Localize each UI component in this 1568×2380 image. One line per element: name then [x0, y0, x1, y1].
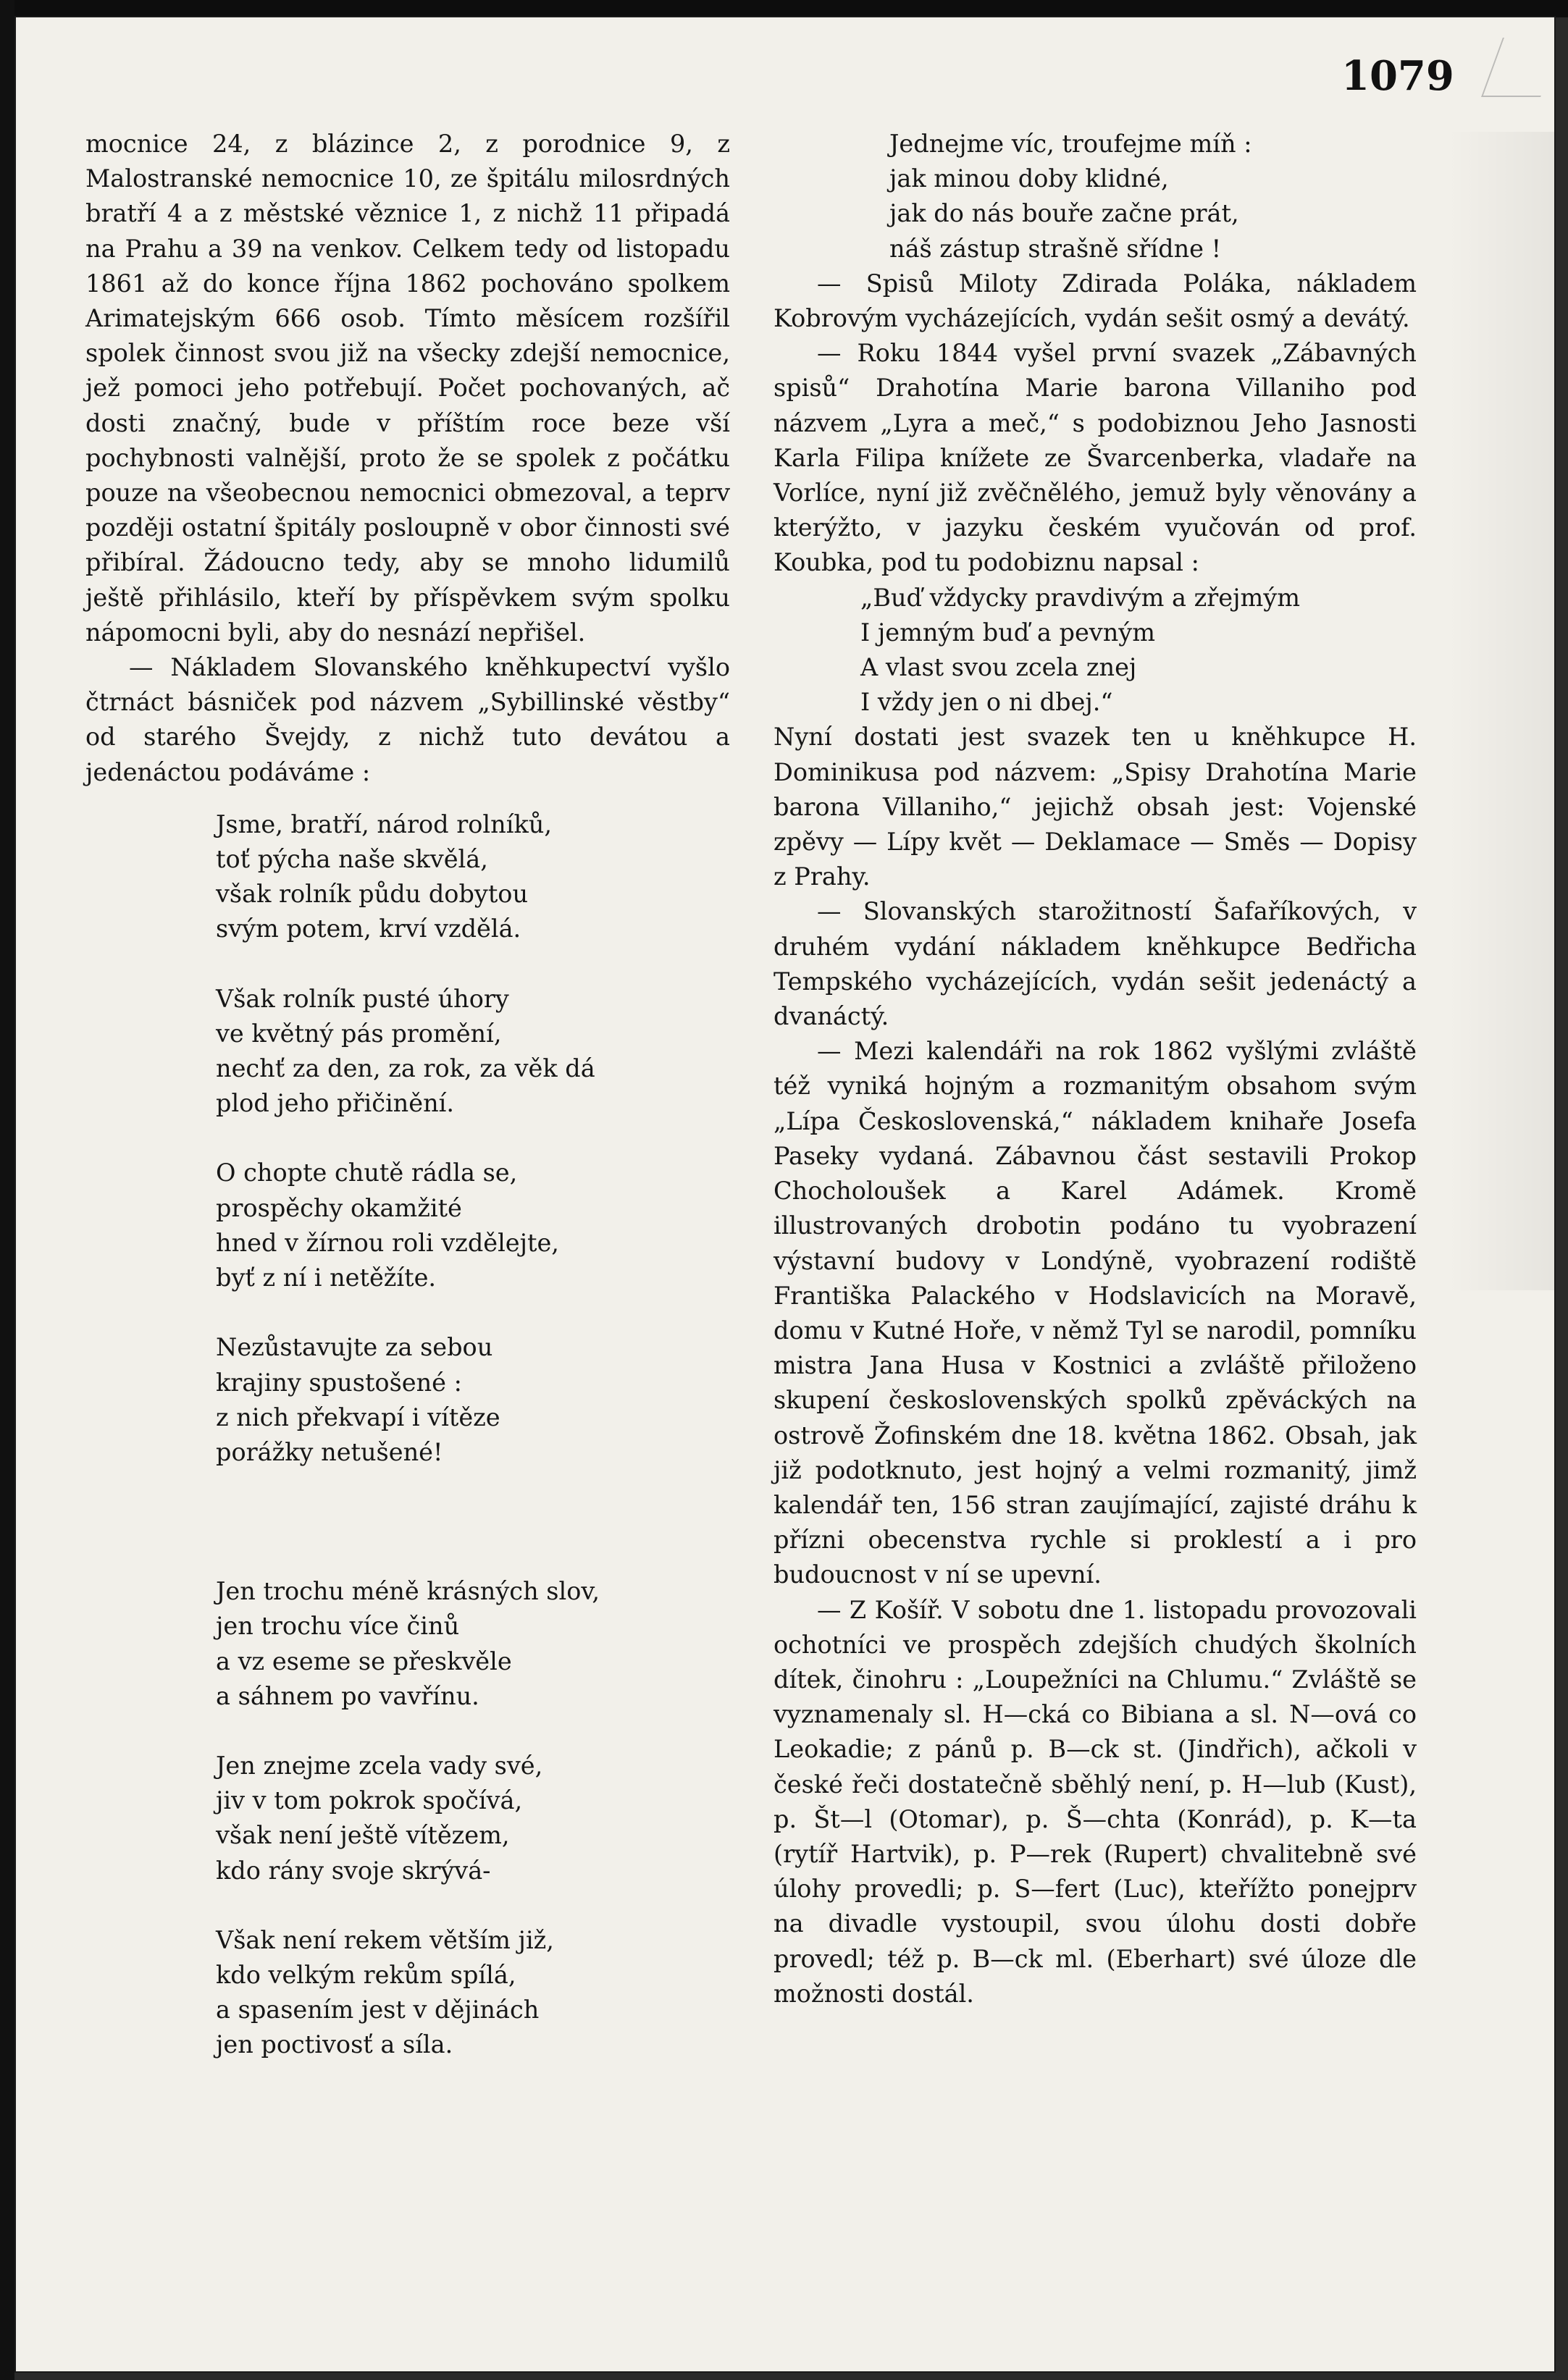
poem-line: jen poctivosť a síla. [216, 2030, 453, 2059]
poem-line: jen trochu více činů [216, 1612, 460, 1641]
right-paragraph-4: — Slovanských starožitností Šafaříkových, v druhém vydání nákladem kněhkupce Bedřicha Tempského vycházejících, vydán sešit jedenáctý a dvanáctý. [773, 897, 1417, 1031]
poem-line: Však rolník pusté úhory [216, 984, 509, 1013]
poem-line: prospěchy okamžité [216, 1193, 462, 1222]
poem-line: krajiny spustošené : [216, 1368, 462, 1397]
poem-line: jiv v tom pokrok spočívá, [216, 1786, 523, 1815]
poem-line: a sáhnem po vavřínu. [216, 1681, 479, 1710]
poem-line: Jen znejme zcela vady své, [216, 1751, 543, 1780]
poem-line: I vždy jen o ni dbej.“ [860, 688, 1113, 717]
poem-stanza-4 [216, 1330, 730, 1470]
poem-line: O chopte chutě rádla se, [216, 1159, 518, 1187]
scan-top-edge [0, 0, 1568, 17]
poem-line: Jednejme víc, troufejme míň : [889, 130, 1252, 158]
right-paragraph-3: Nyní dostati jest svazek ten u kněhkupce H. Dominikusa pod názvem: „Spisy Drahotína Marie barona Villaniho,“ jejichž obsah jest: Vojenské zpěvy — Lípy květ — Deklamace — Směs — Dopisy z Prahy. [773, 723, 1417, 891]
poem-stanza-7 [216, 1923, 730, 2063]
poem-line: kdo rány svoje skrývá- [216, 1856, 491, 1885]
poem-stanza-3 [216, 1156, 730, 1295]
poem-stanza-6 [216, 1749, 730, 1888]
poem-line: však není ještě vítězem, [216, 1821, 510, 1850]
poem-line: I jemným buď a pevným [860, 618, 1155, 647]
poem-line: jak do nás bouře začne prát, [889, 199, 1239, 228]
poem-line: náš zástup strašně sřídne ! [889, 234, 1222, 263]
poem-line: jak minou doby klidné, [889, 164, 1169, 193]
left-paragraph-2: — Nákladem Slovanského kněhkupectví vyšlo čtrnáct básniček pod názvem „Sybillinské věstby“ od starého Švejdy, z nichž tuto devátou a jedenáctou podáváme : [85, 653, 730, 786]
poem-line: ve květný pás promění, [216, 1019, 502, 1048]
poem-line: nechť za den, za rok, za věk dá [216, 1054, 595, 1083]
poem-stanza-top [889, 127, 1417, 266]
poem-line: Však není rekem větším již, [216, 1925, 554, 1954]
poem-line: Jen trochu méně krásných slov, [216, 1577, 600, 1606]
poem-line: však rolník půdu dobytou [216, 880, 529, 909]
poem-line: Nezůstavujte za sebou [216, 1333, 493, 1362]
poem-stanza-dedication [860, 581, 1417, 720]
right-column [773, 127, 1417, 2011]
poem-stanza-2 [216, 982, 730, 1122]
poem-line: plod jeho přičinění. [216, 1089, 455, 1118]
page-number: 1079 [1341, 52, 1454, 100]
scan-left-edge [0, 0, 14, 2380]
poem-line: z nich překvapí i vítěze [216, 1403, 500, 1431]
right-paragraph-5: — Mezi kalendáři na rok 1862 vyšlými zvláště též vyniká hojným a rozmanitým obsahom svým „Lípa Československá,“ nákladem knihaře Josefa Paseky vydaná. Zábavnou část sestavili Prokop Chocholoušek a Karel Adámek. Kromě illustrovaných drobotin podáno tu vyobrazení výstavní budovy v Londýně, vyobrazení rodiště Františka Palackého v Hodslavicích na Moravě, domu v Kutné Hoře, v němž Tyl se narodil, pomníku mistra Jana Husa v Kostnici a zvláště přiloženo skupení československých spolků zpěváckých na ostrově Žofinském dne 18. května 1862. Obsah, jak již podotknuto, jest hojný a velmi rozmanitý, jimž kalendář ten, 156 stran zaujímající, zajisté dráhu k přízni obecenstva rychle si proklestí a i pro budoucnost v ní se upevní. [773, 1037, 1417, 1589]
poem-stanza-1 [216, 807, 730, 947]
right-paragraph-1: — Spisů Miloty Zdirada Poláka, nákladem Kobrovým vycházejících, vydán sešit osmý a devátý. [773, 269, 1417, 333]
poem-line: porážky netušené! [216, 1437, 443, 1466]
poem-stanza-5 [216, 1574, 730, 1714]
bleed-through-shadow [1447, 132, 1556, 1290]
right-paragraph-6: — Z Košíř. V sobotu dne 1. listopadu provozovali ochotníci ve prospěch zdejších chudých školních dítek, činohru : „Loupežníci na Chlumu.“ Zvláště se vyznamenaly sl. H—cká co Bibiana a sl. N—ová co Leokadie; z pánů p. B—ck st. (Jindřich), ačkoli v české řeči dostatečně sběhlý není, p. H—lub (Kust), p. Št—l (Otomar), p. Š—chta (Konrád), p. K—ta (rytíř Hartvik), p. P—rek (Rupert) chvalitebně své úlohy provedli; p. S—fert (Luc), kteřížto ponejprv na divadle vystoupil, svou úlohu dosti dobře provedl; též p. B—ck ml. (Eberhart) své úloze dle možnosti dostál. [773, 1595, 1417, 2008]
poem-line: kdo velkým rekům spílá, [216, 1960, 516, 1989]
left-paragraph-1: mocnice 24, z blázince 2, z porodnice 9, z Malostranské nemocnice 10, ze špitálu milosrdných bratří 4 a z městské věznice 1, z nichž 11 připadá na Prahu a 39 na venkov. Celkem tedy od listopadu 1861 až do konce října 1862 pochováno spolkem Arimatejským 666 osob. Tímto měsícem rozšířil spolek činnost svou již na všecky zdejší nemocnice, jež pomoci jeho potřebují. Počet pochovaných, ač dosti značný, bude v příštím roce beze vší pochybnosti valnější, proto že se spolek z počátku pouze na všeobecnou nemocnici obmezoval, a teprv později ostatní špitály posloupně v obor činnosti své přibíral. Žádoucno tedy, aby se mnoho lidumilů ještě přihlásilo, kteří by příspěvkem svým spolku nápomocni byli, aby do nesnází nepřišel. [85, 130, 730, 647]
poem-line: a spasením jest v dějinách [216, 1996, 540, 2024]
poem-line: byť z ní i netěžíte. [216, 1263, 437, 1292]
poem-line: „Buď vždycky pravdivým a zřejmým [860, 583, 1300, 612]
page-corner-fold [1481, 38, 1562, 97]
poem-line: A vlast svou zcela znej [860, 653, 1137, 682]
poem-line: Jsme, bratří, národ rolníků, [216, 810, 552, 838]
poem-line: svým potem, krví vzdělá. [216, 914, 521, 943]
left-column [85, 127, 730, 2063]
poem-line: hned v žírnou roli vzdělejte, [216, 1228, 559, 1257]
right-paragraph-2: — Roku 1844 vyšel první svazek „Zábavných spisů“ Drahotína Marie barona Villaniho pod názvem „Lyra a meč,“ s podobiznou Jeho Jasnosti Karla Filipa knížete ze Švarcenberka, vladaře na Vorlíce, nyní již zvěčnělého, jemuž byly věnovány a kterýžto, v jazyku českém vyučován od prof. Koubka, pod tu podobiznu napsal : [773, 339, 1417, 577]
poem-line: a vz eseme se přeskvěle [216, 1647, 512, 1675]
poem-line: toť pýcha naše skvělá, [216, 845, 488, 874]
